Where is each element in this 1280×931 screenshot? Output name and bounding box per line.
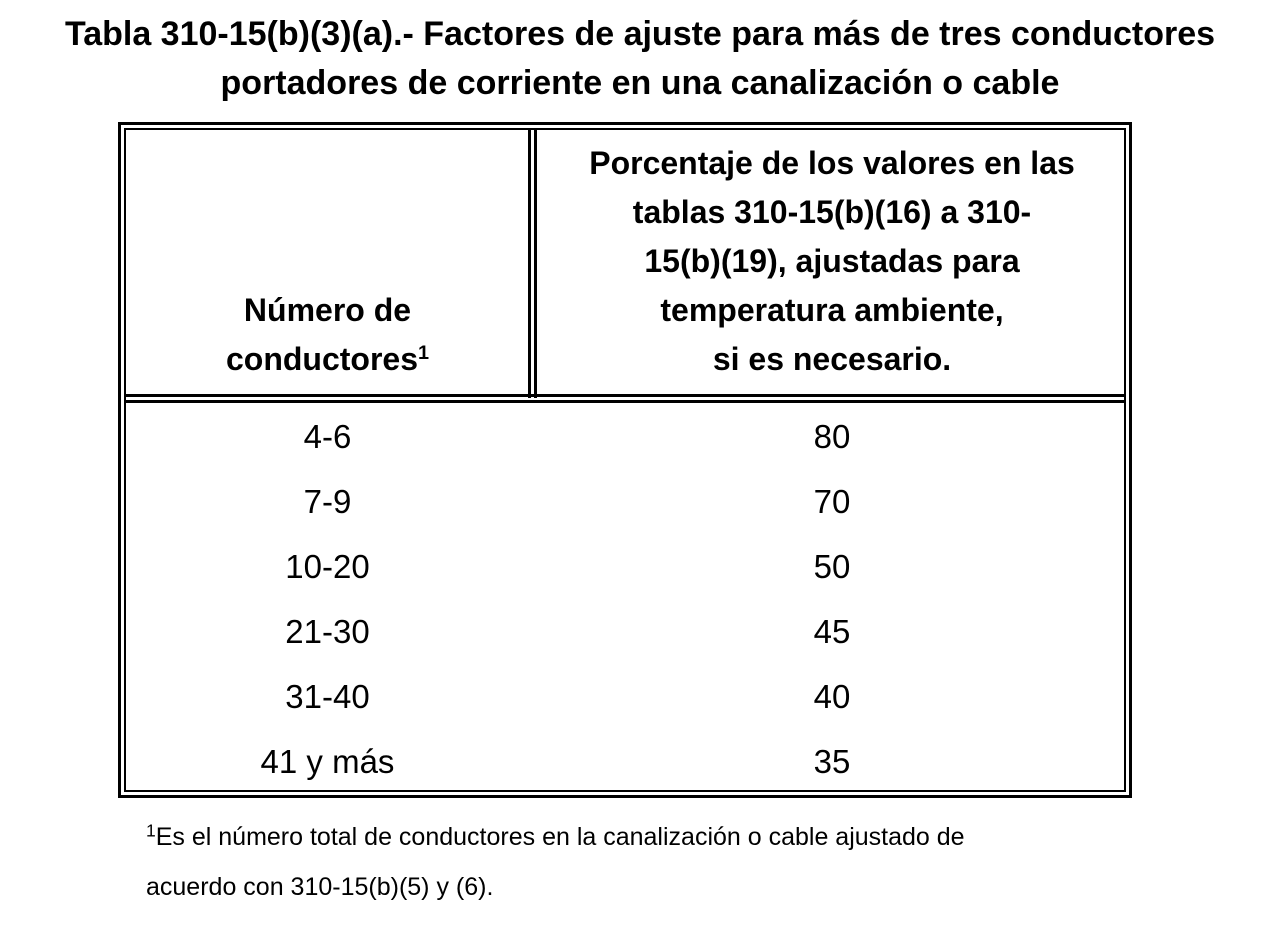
footnote-text-1: Es el número total de conductores en la canalización o cable ajustado de <box>155 823 965 851</box>
cell-conductores: 21-30 <box>285 613 370 650</box>
footnote-marker: 1 <box>146 820 156 841</box>
header-col2-line-1: Porcentaje de los valores en las <box>589 145 1075 181</box>
cell-porcentaje: 40 <box>813 678 851 715</box>
header-porcentaje <box>536 130 1128 394</box>
cell-conductores: 4-6 <box>303 418 352 455</box>
cell-porcentaje: 70 <box>813 483 851 520</box>
cell-conductores: 31-40 <box>285 678 370 715</box>
document-title <box>0 10 1280 108</box>
table-row <box>126 469 1124 534</box>
footnote-line-2: acuerdo con 310-15(b)(5) y (6). <box>146 873 494 901</box>
title-line-1: Tabla 310-15(b)(3)(a).- Factores de ajuste para más de tres conductores <box>64 15 1216 53</box>
table-body <box>126 404 1124 794</box>
header-col2-line-3: 15(b)(19), ajustadas para <box>644 243 1020 279</box>
cell-porcentaje: 50 <box>813 548 851 585</box>
cell-porcentaje: 80 <box>813 418 851 455</box>
header-col2-line-2: tablas 310-15(b)(16) a 310- <box>632 194 1032 230</box>
table-row <box>126 404 1124 469</box>
table-row <box>126 729 1124 794</box>
header-col1-line-1: Número de <box>243 292 412 328</box>
cell-porcentaje: 45 <box>813 613 851 650</box>
table-inner-frame <box>124 128 1126 792</box>
header-numero-de-conductores <box>126 130 529 394</box>
cell-conductores: 41 y más <box>260 743 395 780</box>
column-divider <box>528 130 531 398</box>
cell-porcentaje: 35 <box>813 743 851 780</box>
footnote-marker-superscript: 1 <box>418 342 430 365</box>
table-row <box>126 534 1124 599</box>
footnote-line-1 <box>146 812 1146 862</box>
table-footnote <box>146 812 1146 912</box>
cell-conductores: 7-9 <box>303 483 352 520</box>
header-col2-line-5: si es necesario. <box>712 341 952 377</box>
cell-conductores: 10-20 <box>285 548 370 585</box>
header-divider <box>126 394 1124 397</box>
header-col2-line-4: temperatura ambiente, <box>660 292 1004 328</box>
table-row <box>126 599 1124 664</box>
adjustment-factors-table <box>118 122 1132 798</box>
title-line-2: portadores de corriente en una canalización o cable <box>220 64 1060 102</box>
header-divider <box>126 400 1124 403</box>
header-col1-line-2 <box>226 335 429 384</box>
header-col1-text: conductores <box>225 341 418 377</box>
table-row <box>126 664 1124 729</box>
